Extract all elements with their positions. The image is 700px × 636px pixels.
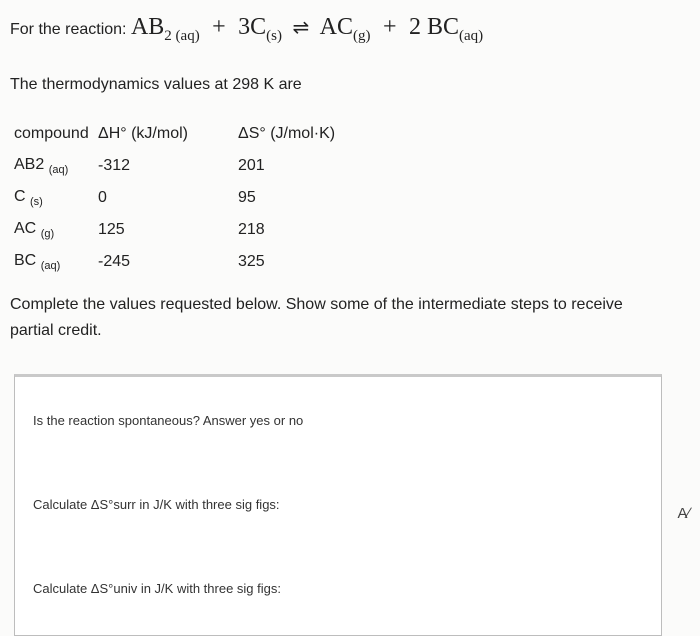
- compound-cell: AC $_{(g)}$: [14, 219, 55, 241]
- entropy-cell: 201: [238, 157, 265, 174]
- compound-cell: BC $_{(aq)}$: [14, 251, 61, 273]
- entropy-cell: 218: [238, 221, 265, 238]
- header-entropy: ΔS° (J/mol·K): [238, 125, 336, 142]
- spellcheck-icon[interactable]: A∕: [677, 505, 690, 522]
- header-compound: compound: [14, 125, 89, 142]
- reactant-c: $3C_{(s)}$: [238, 14, 282, 44]
- enthalpy-cell: -245: [98, 253, 131, 270]
- table-row: [14, 150, 348, 182]
- answer-box[interactable]: [14, 374, 662, 636]
- compound-cell: AB2 $_{(aq)}$: [14, 155, 69, 177]
- table-row: [14, 246, 348, 278]
- equilibrium-arrow: ⇌: [292, 17, 310, 39]
- prompt-spontaneous: Is the reaction spontaneous? Answer yes or no: [33, 413, 304, 428]
- enthalpy-cell: 0: [98, 189, 107, 206]
- prompt-suniv: Calculate ΔS°univ in J/K with three sig figs:: [33, 581, 281, 596]
- intro-text: The thermodynamics values at 298 K are: [10, 76, 302, 93]
- table-row: [14, 214, 348, 246]
- header-enthalpy: ΔH° (kJ/mol): [98, 125, 188, 142]
- prompt-ssurr: Calculate ΔS°surr in J/K with three sig figs:: [33, 497, 280, 512]
- compound-cell: C $_{(s)}$: [14, 187, 43, 209]
- enthalpy-cell: -312: [98, 157, 131, 174]
- plus-sign-2: +: [382, 14, 397, 40]
- plus-sign-1: +: [212, 14, 226, 40]
- reaction-question: [10, 14, 483, 45]
- entropy-cell: 95: [238, 189, 256, 206]
- product-ac: $AC_{(g)}$: [319, 14, 371, 44]
- enthalpy-cell: 125: [98, 221, 125, 238]
- question-prefix: For the reaction:: [10, 21, 127, 38]
- thermo-table: [14, 118, 348, 278]
- reactant-ab2: $AB_{2 (aq)}$: [130, 14, 200, 44]
- table-row: [14, 182, 348, 214]
- product-bc: 2 $BC_{(aq)}$: [408, 14, 484, 44]
- entropy-cell: 325: [238, 253, 265, 270]
- table-header-row: [14, 118, 348, 150]
- instructions: Complete the values requested below. Show some of the intermediate steps to receive partial credit.: [10, 296, 623, 339]
